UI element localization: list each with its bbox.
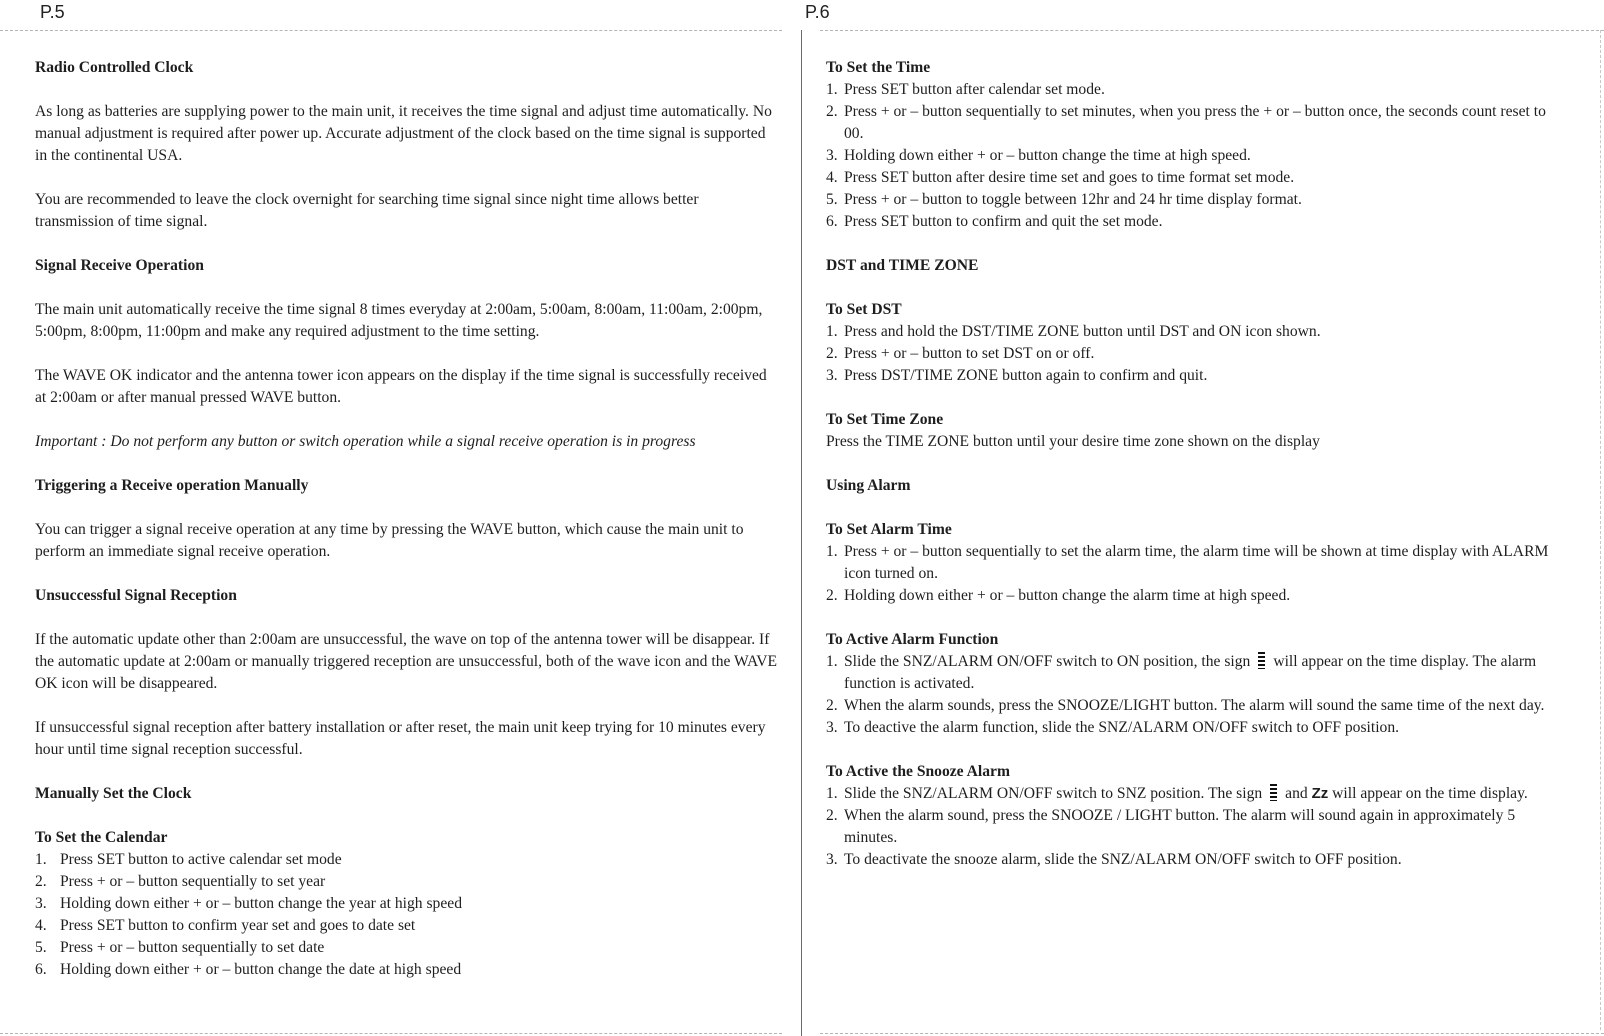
list-item: 3. To deactivate the snooze alarm, slide the SNZ/ALARM ON/OFF switch to OFF position. [826, 851, 1402, 868]
set-alarm-steps-list [826, 541, 1566, 607]
list-item: 3. To deactive the alarm function, slide the SNZ/ALARM ON/OFF switch to OFF position. [826, 719, 1400, 736]
list-item: 1. Press SET button to active calendar set mode [35, 851, 342, 868]
bottom-rule-right [820, 1033, 1604, 1034]
list-item: 2. Press + or – button to set DST on or off. [826, 345, 1095, 362]
paragraph: As long as batteries are supplying power to the main unit, it receives the time signal and adjust time automatically. No manual adjustment is required after power up. Accurate adjustment of the clock based on the time signal is supported in the continental USA. [35, 103, 772, 164]
section-heading: Unsuccessful Signal Reception [35, 587, 237, 604]
list-item: 2. When the alarm sounds, press the SNOOZE/LIGHT button. The alarm will sound the same time of the next day. [826, 697, 1545, 714]
subsection-heading: To Set Time Zone [826, 411, 944, 428]
subsection-heading: To Active the Snooze Alarm [826, 763, 1010, 780]
paragraph: Press the TIME ZONE button until your desire time zone shown on the display [826, 433, 1320, 450]
page-number-left: P.5 [40, 2, 65, 22]
left-page-column [35, 57, 780, 981]
set-dst-steps-list [826, 321, 1566, 387]
alarm-bell-icon [1258, 652, 1265, 669]
page-edge [1600, 30, 1601, 1030]
list-item: 2. When the alarm sound, press the SNOOZE / LIGHT button. The alarm will sound again in approximately 5 minutes. [826, 807, 1516, 846]
list-item: 1. Press and hold the DST/TIME ZONE button until DST and ON icon shown. [826, 323, 1321, 340]
list-item: 3. Press DST/TIME ZONE button again to confirm and quit. [826, 367, 1208, 384]
page-number-right: P.6 [805, 2, 830, 22]
paragraph: If unsuccessful signal reception after battery installation or after reset, the main unit keep trying for 10 minutes every hour until time signal reception successful. [35, 719, 766, 758]
subsection-heading: To Set Alarm Time [826, 521, 952, 538]
list-item: 2. Holding down either + or – button change the alarm time at high speed. [826, 587, 1291, 604]
section-heading: Signal Receive Operation [35, 257, 204, 274]
calendar-steps-list [35, 849, 780, 981]
section-heading: Triggering a Receive operation Manually [35, 477, 309, 494]
list-item: 4. Press SET button to confirm year set and goes to date set [35, 917, 416, 934]
list-item: 1. Press + or – button sequentially to set the alarm time, the alarm time will be shown at time display with ALARM icon turned on. [826, 543, 1549, 582]
top-rule-left [0, 30, 782, 31]
section-heading: Using Alarm [826, 477, 911, 494]
subsection-heading: To Set the Time [826, 59, 931, 76]
list-item: 2. Press + or – button sequentially to set minutes, when you press the + or – button once, the seconds count reset to 00. [826, 103, 1546, 142]
paragraph: If the automatic update other than 2:00am are unsuccessful, the wave on top of the antenna tower will be disappear. If the automatic update at 2:00am or manually triggered reception are unsuccessful, both of the wave icon and the WAVE OK icon will be disappeared. [35, 631, 778, 692]
list-item: 1. Slide the SNZ/ALARM ON/OFF switch to ON position, the sign will appear on the time display. The alarm function is activated. [826, 653, 1537, 692]
list-item: 5. Press + or – button to toggle between 12hr and 24 hr time display format. [826, 191, 1302, 208]
paragraph: You can trigger a signal receive operation at any time by pressing the WAVE button, which cause the main unit to perform an immediate signal receive operation. [35, 521, 744, 560]
subsection-heading: To Set DST [826, 301, 902, 318]
page-divider [801, 30, 802, 1036]
list-item: 3. Holding down either + or – button change the year at high speed [35, 895, 462, 912]
list-item: 1. Slide the SNZ/ALARM ON/OFF switch to SNZ position. The sign and Zz will appear on the time display. [826, 785, 1528, 802]
section-heading: Manually Set the Clock [35, 785, 192, 802]
list-item: 3. Holding down either + or – button change the time at high speed. [826, 147, 1251, 164]
paragraph: The main unit automatically receive the time signal 8 times everyday at 2:00am, 5:00am, 8:00am, 11:00am, 2:00pm, 5:00pm, 8:00pm, 11:00pm and make any required adjustment to the time setting. [35, 301, 763, 340]
important-note: Important : Do not perform any button or switch operation while a signal receive operation is in progress [35, 433, 696, 450]
section-heading: Radio Controlled Clock [35, 59, 194, 76]
list-item: 6. Holding down either + or – button change the date at high speed [35, 961, 462, 978]
paragraph: The WAVE OK indicator and the antenna tower icon appears on the display if the time signal is successfully received at 2:00am or after manual pressed WAVE button. [35, 367, 767, 406]
alarm-function-steps-list [826, 651, 1566, 739]
snooze-steps-list [826, 783, 1566, 871]
list-item: 2. Press + or – button sequentially to set year [35, 873, 326, 890]
subsection-heading: To Set the Calendar [35, 829, 168, 846]
bottom-rule-left [0, 1033, 782, 1034]
list-item: 6. Press SET button to confirm and quit the set mode. [826, 213, 1163, 230]
right-page-column [826, 57, 1566, 871]
subsection-heading: To Active Alarm Function [826, 631, 999, 648]
list-item: 5. Press + or – button sequentially to set date [35, 939, 325, 956]
set-time-steps-list [826, 79, 1566, 233]
snooze-zz-icon: Zz [1311, 785, 1329, 802]
list-item: 1. Press SET button after calendar set mode. [826, 81, 1105, 98]
list-item: 4. Press SET button after desire time set and goes to time format set mode. [826, 169, 1295, 186]
top-rule-right [820, 30, 1604, 31]
paragraph: You are recommended to leave the clock overnight for searching time signal since night time allows better transmission of time signal. [35, 191, 699, 230]
alarm-bell-icon [1270, 784, 1277, 801]
section-heading: DST and TIME ZONE [826, 257, 979, 274]
